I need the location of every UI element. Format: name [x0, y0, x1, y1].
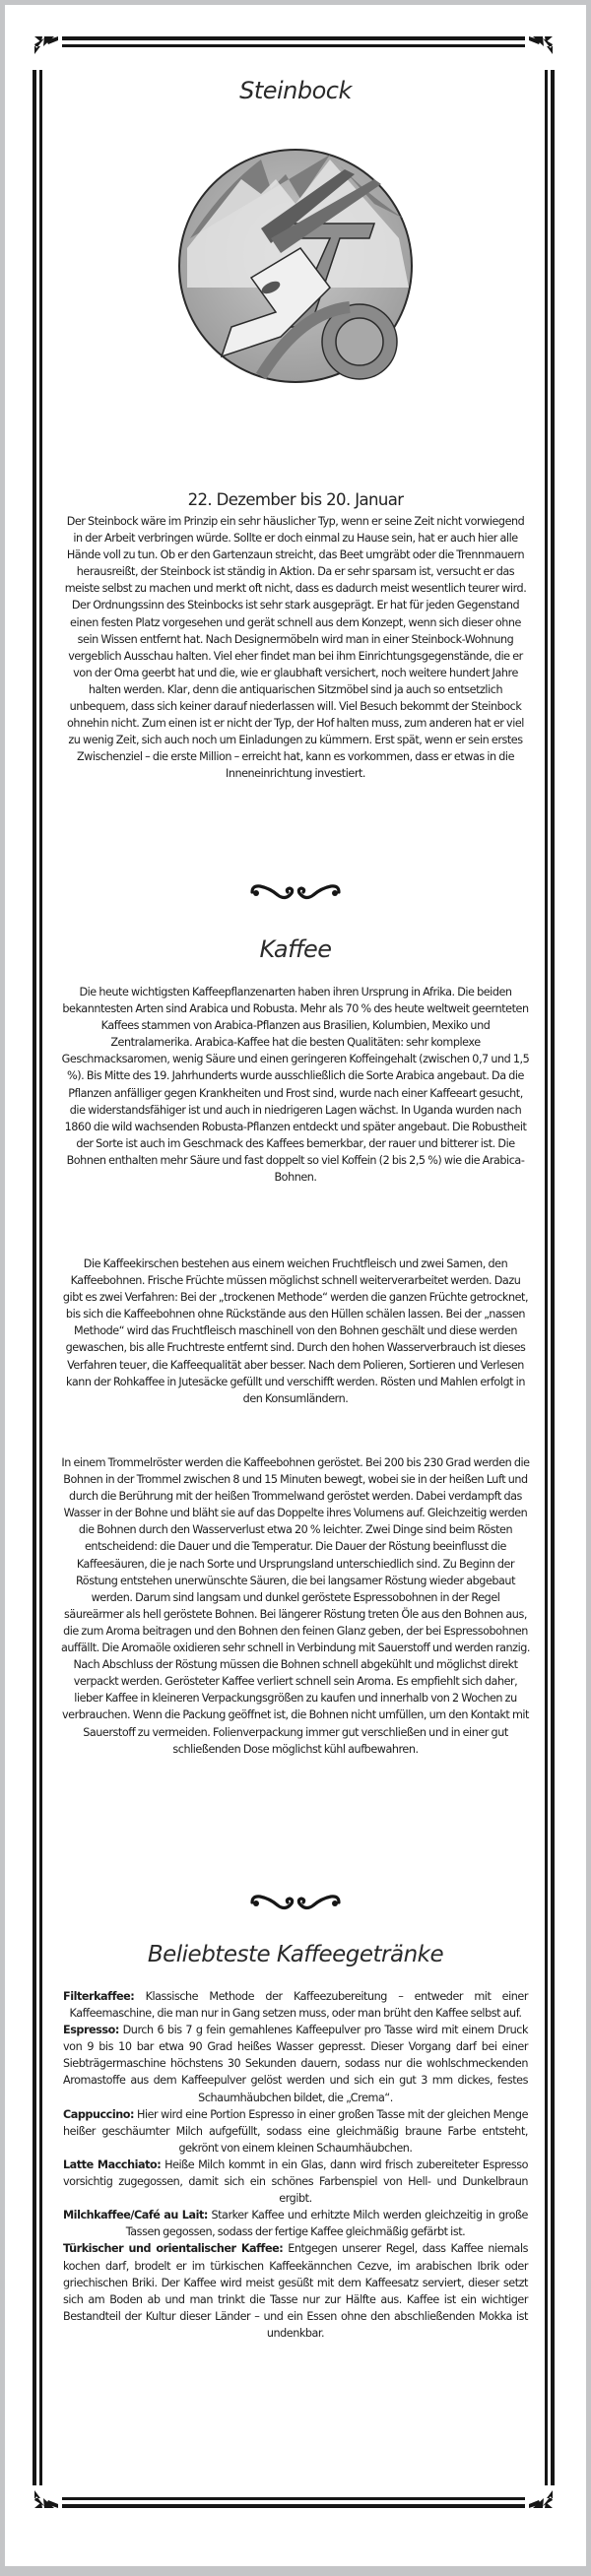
kaffee-paragraph-2: Die Kaffeekirschen bestehen aus einem weichen Fruchtfleisch und zwei Samen, den Kaffeebohnen. Frische Früchte müssen möglichst schnell weiterverarbeitet werden. Dazu gibt es zwei Verfahren: Bei der „trockenen Methode“ werden die ganzen Früchte getrocknet, bis sich die Kaffeebohnen ohne Rückstände aus den Hüllen schälen lassen. Bei der „nassen Methode“ wird das Fruchtfleisch maschinell von den Bohnen geschält und diese werden gewaschen, bis alle Fruchtreste entfernt sind. Durch den hohen Wasserverbrauch ist dieses Verfahren teuer, die Kaffeequalität aber besser. Nach dem Polieren, Sortieren und Verlesen kann der Rohkaffee in Jutesäcke gefüllt und verschifft werden. Rösten und Mahlen erfolgt in den Konsumländern.	[62, 1257, 529, 1405]
frame-bottom-line-inner	[62, 2504, 525, 2508]
steinbock-title: Steinbock	[239, 77, 352, 104]
drink-description: Klassische Methode der Kaffeezubereitung – entweder mit einer Kaffeemaschine, die man nur in Gang setzen muss, oder man brüht den Kaffee selbst auf.	[69, 1990, 528, 2021]
frame-bottom-line-outer	[62, 2497, 525, 2500]
drink-name: Türkischer und orientalischer Kaffee:	[63, 2242, 284, 2256]
drink-description: Starker Kaffee und erhitzte Milch werden gleichzeitig in große Tassen gegossen, sodass der fertige Kaffee gleichmäßig gefärbt ist.	[125, 2209, 528, 2239]
kaffee-title: Kaffee	[259, 935, 332, 963]
drink-description: Heiße Milch kommt in ein Glas, dann wird frisch zubereiteter Espresso vorsichtig zugegossen, damit sich ein schönes Farbenspiel von Hell- und Dunkelbraun ergibt.	[63, 2157, 528, 2206]
drink-item-filterkaffee	[63, 1988, 528, 2022]
drink-description: Entgegen unserer Regel, dass Kaffee niemals kochen darf, brodelt er im türkischen Kaffeekännchen Cezve, im arabischen Ibrik oder griechischen Briki. Der Kaffee wird meist gesüßt mit dem Kaffeesatz serviert, dieser setzt sich am Boden ab und man trinkt die Tasse nur zur Hälfte aus. Kaffee ist ein wichtiger Bestandteil der Kultur dieser Länder – und ein Essen ohne den abschließenden Mokka ist undenkbar.	[63, 2242, 528, 2340]
drink-description: Durch 6 bis 7 g fein gemahlenes Kaffeepulver pro Tasse wird mit einem Druck von 9 bis 10 bar etwa 90 Grad heißes Wasser gepresst. Dieser Vorgang darf bei einer Siebträgermaschine höchstens 30 Sekunden dauern, sodass nur die wohlschmeckenden Aromastoffe aus dem Kaffeepulver gelöst werden und sich ein gut 3 mm dickes, festes Schaumhäubchen bildet, die „Crema“.	[63, 2024, 528, 2104]
drink-item-latte-macchiato	[63, 2157, 528, 2207]
frame-right-line-outer	[551, 70, 555, 2485]
capricorn-badge-icon	[163, 130, 428, 396]
drink-item-milchkaffee	[63, 2207, 528, 2240]
drink-name: Latte Macchiato:	[63, 2157, 162, 2171]
steinbock-description: Der Steinbock wäre im Prinzip ein sehr häuslicher Typ, wenn er seine Zeit nicht vorwiegend in der Arbeit verbringen würde. Sollte er doch einmal zu Hause sein, hat er auch hier alle Hände voll zu tun. Ob er den Gartenzaun streicht, das Beet umgräbt oder die Trennmauern herausreißt, der Steinbock ist ständig in Aktion. Da er sehr sparsam ist, versucht er das meiste selbst zu machen und merkt oft nicht, dass es dadurch meist wesentlich teurer wird. Der Ordnungssinn des Steinbocks ist sehr stark ausgeprägt. Er hat für jeden Gegenstand einen festen Platz vorgesehen und gerät schnell aus dem Konzept, wenn sich dieser ohne sein Wissen entfernt hat. Nach Designermöbeln wird man in einer Steinbock-Wohnung vergeblich Ausschau halten. Viel eher findet man bei ihm Einrichtungsgegenstände, die er von der Oma geerbt hat und die, wie er glaubhaft versichert, noch weitere hundert Jahre halten werden. Klar, denn die antiquarischen Sitzmöbel sind ja auch so entsetzlich unbequem, dass sich keiner darauf niederlassen will. Viel Besuch bekommt der Steinbock ohnehin nicht. Zum einen ist er nicht der Typ, der Hof halten muss, zum anderen hat er viel zu wenig Zeit, sich auch noch um Einladungen zu kümmern. Erst spät, wenn er sein erstes Zwischenziel – die erste Million – erreicht hat, kann es vorkommen, dass er etwas in die Inneneinrichtung investiert.	[64, 515, 527, 781]
document-page	[5, 5, 586, 2566]
drink-name: Milchkaffee/Café au Lait:	[63, 2209, 208, 2222]
frame-left-line-outer	[33, 70, 36, 2485]
kaffee-paragraph-1: Die heute wichtigsten Kaffeepflanzenarten haben ihren Ursprung in Afrika. Die beiden bekanntesten Arten sind Arabica und Robusta. Mehr als 70 % des heute weltweit geernteten Kaffees stammen von Arabica-Pflanzen aus Brasilien, Kolumbien, Mexiko und Zentralamerika. Arabica-Kaffee hat die besten Qualitäten: sehr komplexe Geschmacksaromen, wenig Säure und einen geringeren Koffeingehalt (zwischen 0,7 und 1,5 %). Bis Mitte des 19. Jahrhunderts wurde ausschließlich die Sorte Arabica angebaut. Da die Pflanzen anfälliger gegen Krankheiten und Frost sind, wurde nach einer Kaffeeart gesucht, die widerstandsfähiger ist und auch in niedrigeren Lagen wächst. In Uganda wurden nach 1860 die wild wachsenden Robusta-Pflanzen entdeckt und später angebaut. Die Robustheit der Sorte ist auch im Geschmack des Kaffees bemerkbar, der rauer und bitterer ist. Die Bohnen enthalten mehr Säure und fast doppelt so viel Koffein (2 bis 2,5 %) wie die Arabica-Bohnen.	[61, 986, 530, 1185]
drink-description: Hier wird eine Portion Espresso in einer großen Tasse mit der gleichen Menge heißer geschäumter Milch aufgefüllt, sodass eine gleichmäßig braune Farbe entsteht, gekrönt von einem kleinen Schaumhäubchen.	[63, 2107, 528, 2155]
corner-ornament-bottom-left-icon	[33, 2482, 60, 2510]
corner-ornament-top-right-icon	[527, 34, 555, 62]
drink-item-cappuccino	[63, 2106, 528, 2157]
frame-left-line-inner	[39, 70, 42, 2485]
frame-top-line-outer	[62, 36, 525, 40]
section-divider-2	[61, 1892, 530, 1915]
section-divider-1	[61, 881, 530, 905]
corner-ornament-top-left-icon	[33, 34, 60, 62]
kaffee-paragraph-3: In einem Trommelröster werden die Kaffeebohnen geröstet. Bei 200 bis 230 Grad werden die Bohnen in der Trommel zwischen 8 und 15 Minuten bewegt, wobei sie in der heißen Luft und durch die Berührung mit der heißen Trommelwand geröstet werden. Dabei verdampft das Wasser in der Bohne und bläht sie auf das Doppelte ihres Volumens auf. Gleichzeitig werden die Bohnen durch den Wasserverlust etwa 20 % leichter. Zwei Dinge sind beim Rösten entscheidend: die Dauer und die Temperatur. Die Dauer der Röstung beeinflusst die Kaffeesäuren, die je nach Sorte und Ursprungsland unterschiedlich sind. Zu Beginn der Röstung entstehen unerwünschte Säuren, die bei langsamer Röstung wieder abgebaut werden. Darum sind langsam und dunkel geröstete Espressobohnen in der Regel säureärmer als hell geröstete Bohnen. Bei längerer Röstung treten Öle aus den Bohnen aus, die zum Aroma beitragen und den Bohnen den feinen Glanz geben, der bei Espressobohnen auffällt. Die Aromaöle oxidieren sehr schnell in Verbindung mit Sauerstoff und werden ranzig. Nach Abschluss der Röstung müssen die Bohnen schnell abgekühlt und möglichst direkt verpackt werden. Gerösteter Kaffee verliert schnell sein Aroma. Es empfiehlt sich daher, lieber Kaffee in kleineren Verpackungsgrößen zu kaufen und innerhalb von 2 Wochen zu verbrauchen. Wenn die Packung geöffnet ist, die Bohnen nicht umfüllen, um den Kontakt mit Sauerstoff zu vermeiden. Folienverpackung immer gut verschließen und in einer gut schließenden Dose möglichst kühl aufbewahren.	[61, 1456, 531, 1756]
corner-ornament-bottom-right-icon	[527, 2482, 555, 2510]
drink-item-espresso	[63, 2022, 528, 2105]
drinks-list	[63, 1988, 528, 2342]
frame-top-line-inner	[62, 44, 525, 47]
scroll-flourish-divider-icon	[248, 881, 343, 903]
drink-name: Filterkaffee:	[63, 1990, 135, 2003]
getraenke-title: Beliebteste Kaffeegetränke	[147, 1942, 444, 1967]
frame-right-line-inner	[545, 70, 548, 2485]
steinbock-date-range: 22. Dezember bis 20. Januar	[187, 490, 404, 509]
scroll-flourish-divider-icon	[248, 1892, 343, 1913]
drink-name: Cappuccino:	[63, 2107, 135, 2121]
drink-name: Espresso:	[63, 2024, 119, 2037]
drink-item-tuerkischer-kaffee	[63, 2240, 528, 2342]
